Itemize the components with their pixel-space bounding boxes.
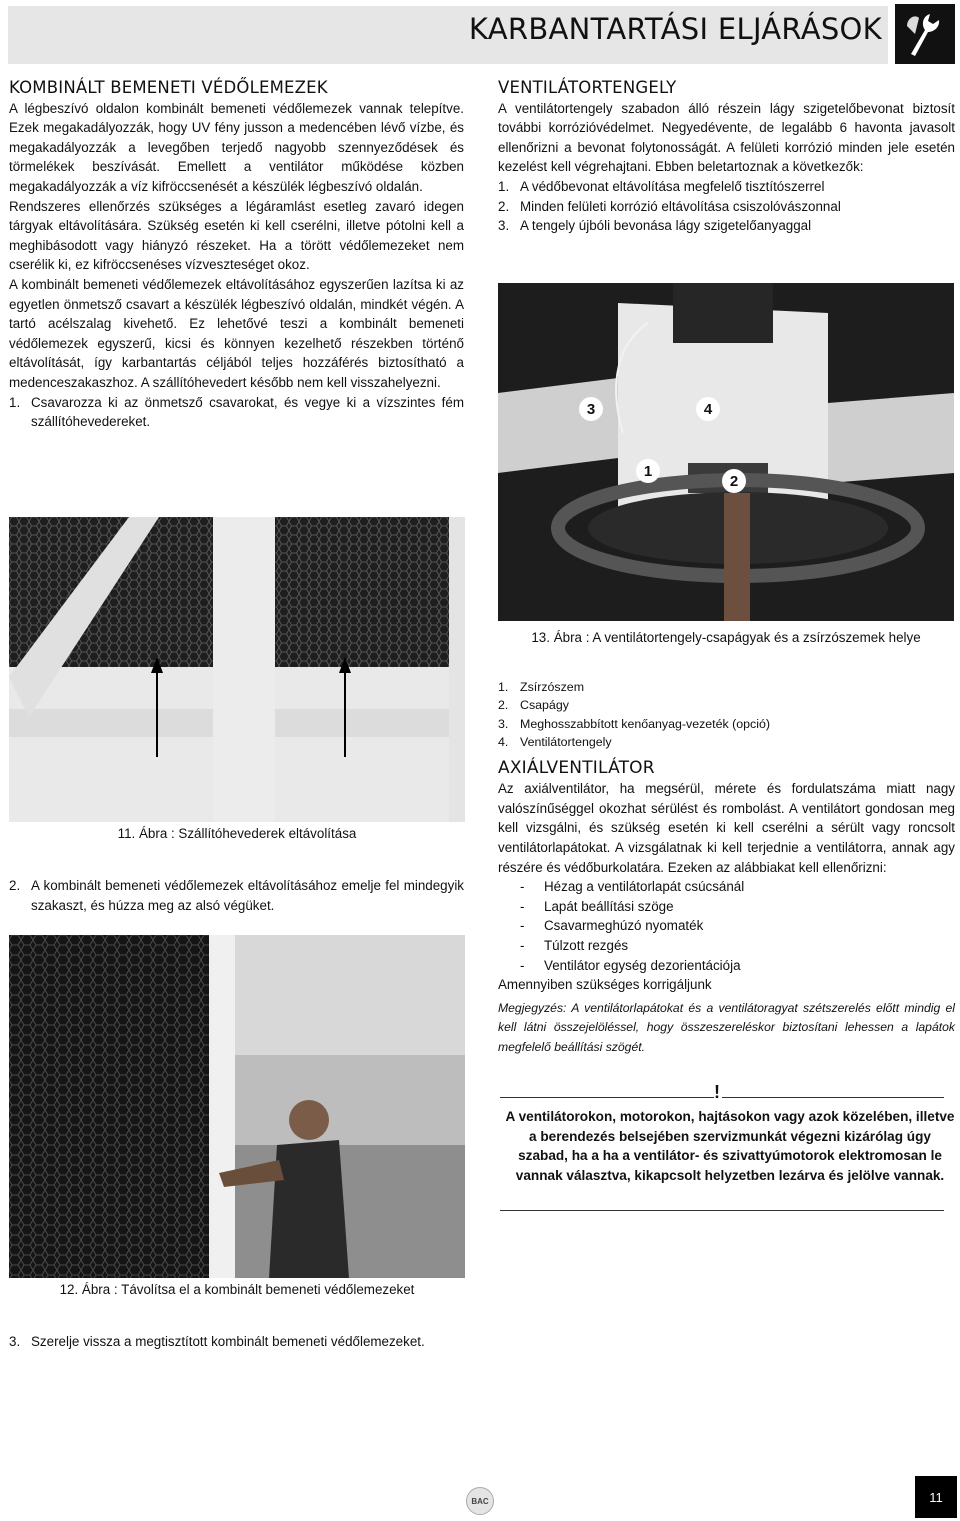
paragraph: Rendszeres ellenőrzés szükséges a légáramlást esetleg zavaró idegen tárgyak eltávolítására. Szükség esetén ki kell cserélni, illetve pótolni kell a meghibásodott vagy hiányzó részeket. Ha a törött védőlemezeket nem cserélik ki, ez kifröccsenéses vízveszteséget okoz. (9, 198, 464, 273)
legend-item: 1. Zsírzószem (498, 680, 585, 694)
step-item: 3. Szerelje vissza a megtisztított kombinált bemeneti védőlemezeket. (9, 1334, 425, 1349)
left-step-2 (9, 876, 464, 915)
warning-text: A ventilátorokon, motorokon, hajtásokon vagy azok közelében, illetve a berendezés belsejében szervizmunkát végezni kizárólag úgy szabad, ha a ha a ventilátor- és szivattyúmotorok elektromosan le vannak választva, kikapcsolt helyzetben lezárva és jelölve vannak. (505, 1109, 955, 1183)
warning-rule-right (722, 1097, 944, 1098)
list-item: 3. A tengely újbóli bevonása lágy szigetelőanyaggal (498, 218, 812, 234)
check-item: - Hézag a ventilátorlapát csúcsánál (520, 879, 745, 895)
warning-exclamation-icon: ! (714, 1082, 720, 1102)
right-lower-block (498, 678, 955, 1057)
figure-13-caption: 13. Ábra : A ventilátortengely-csapágyak és a zsírzószemek helye (531, 630, 921, 645)
list-item: 1. A védőbevonat eltávolítása megfelelő tisztítószerrel (498, 178, 825, 194)
list-item: 2. Minden felületi korrózió eltávolítása csiszolóvászonnal (498, 198, 841, 214)
photo-label-1: 1 (643, 463, 653, 480)
check-item: - Túlzott rezgés (520, 937, 629, 953)
legend-item: 3. Meghosszabbított kenőanyag-vezeték (opció) (498, 716, 771, 731)
step-item: 1. Csavarozza ki az önmetsző csavarokat, és vegye ki a vízszintes fém szállítóhevedereket. (9, 394, 464, 430)
step-item: 2. A kombinált bemeneti védőlemezek eltávolításához emelje fel mindegyik szakaszt, és húzza meg az alsó végüket. (9, 878, 464, 913)
wrench-hand-icon (895, 4, 955, 64)
warning-rule-bottom (500, 1210, 944, 1211)
bac-logo: BAC (466, 1487, 494, 1515)
page-header-title: KARBANTARTÁSI ELJÁRÁSOK (468, 12, 882, 46)
section-title-axial-fan: AXIÁLVENTILÁTOR (498, 757, 655, 778)
photo-label-4: 4 (703, 401, 713, 418)
check-item: - Ventilátor egység dezorientációja (520, 957, 741, 973)
section-title-fan-shaft: VENTILÁTORTENGELY (498, 78, 677, 97)
paragraph: Amennyiben szükséges korrigáljunk (498, 977, 712, 993)
paragraph: Az axiálventilátor, ha megsérül, mérete és fordulatszáma miatt nagy valószínűséggel okozhat sérülést és rombolást. A ventilátort gondosan meg kell vizsgálni, és szükség esetén ki kell cserélni a sérült vagy roncsolt ventilátorlapátokat. A vizsgálatnak ki kell terjednie a ventilátorra, annak agy részére és védőburkolatára. Ezeken az alábbiakat kell ellenőrizni: (498, 781, 955, 875)
figure-13-photo (498, 283, 954, 621)
left-step-3 (9, 1332, 464, 1352)
paragraph: A kombinált bemeneti védőlemezek eltávolításához egyszerűen lazítsa ki az egyetlen önmetsző csavart a készülék légbeszívó oldalán, mindkét végén. A tartó acélszalag kivehető. Ez lehetővé teszi a kombinált bemeneti védőlemezek egyszerű, kicsi és könnyen kezelhető részekben történő eltávolítását, így karbantartás céljából teljes hozzáférés biztosítható a medenceszakaszhoz. A szállítóhevedert később nem kell visszahelyezni. (9, 276, 464, 390)
left-text-block (9, 78, 464, 432)
check-item: - Csavarmeghúzó nyomaték (520, 918, 704, 934)
paragraph: A légbeszívó oldalon kombinált bemeneti védőlemezek vannak telepítve. Ezek megakadályozzák, hogy UV fény jusson a medencében lévő vízbe, és megakadályozzák a levegőben terjedő nagyobb szennyeződések és törmelékek beszívását. Emellett a ventilátor működése közben megakadályozzák a víz kifröccsenését a készülék légbeszívó oldalán. (9, 100, 464, 194)
legend-item: 2. Csapágy (498, 698, 569, 713)
photo-label-2: 2 (729, 473, 739, 490)
warning-rule-left (500, 1097, 714, 1098)
section-title-inlet-screens: KOMBINÁLT BEMENETI VÉDŐLEMEZEK (9, 78, 328, 97)
figure-11-caption: 11. Ábra : Szállítóhevederek eltávolítása (117, 826, 357, 841)
note-paragraph: Megjegyzés: A ventilátorlapátokat és a ventilátoragyat szétszerelés előtt mindig el kell látni összejelöléssel, hogy összeszereléskor biztosítani lehessen a lapátok megfelelő beállítási szögét. (498, 1000, 955, 1054)
figure-12-caption: 12. Ábra : Távolítsa el a kombinált bemeneti védőlemezeket (59, 1282, 415, 1297)
page-number: 11 (915, 1476, 957, 1518)
check-item: - Lapát beállítási szöge (520, 898, 674, 914)
legend-item: 4. Ventilátortengely (498, 735, 612, 750)
photo-label-3: 3 (586, 401, 596, 418)
figure-11-photo (9, 517, 465, 822)
paragraph: A ventilátortengely szabadon álló részein lágy szigetelőbevonat biztosít további korrózióvédelmet. Negyedévente, de legalább 6 havonta javasolt ellenőrizni a bevonat folytonosságát. A felületi korrózió minden jele esetén kezelést kell végrehajtani. Ebben beletartoznak a következők: (498, 100, 955, 175)
check-list (498, 877, 955, 975)
figure-12-photo (9, 935, 465, 1278)
figure-13-legend (498, 678, 955, 752)
right-text-block (498, 78, 955, 236)
